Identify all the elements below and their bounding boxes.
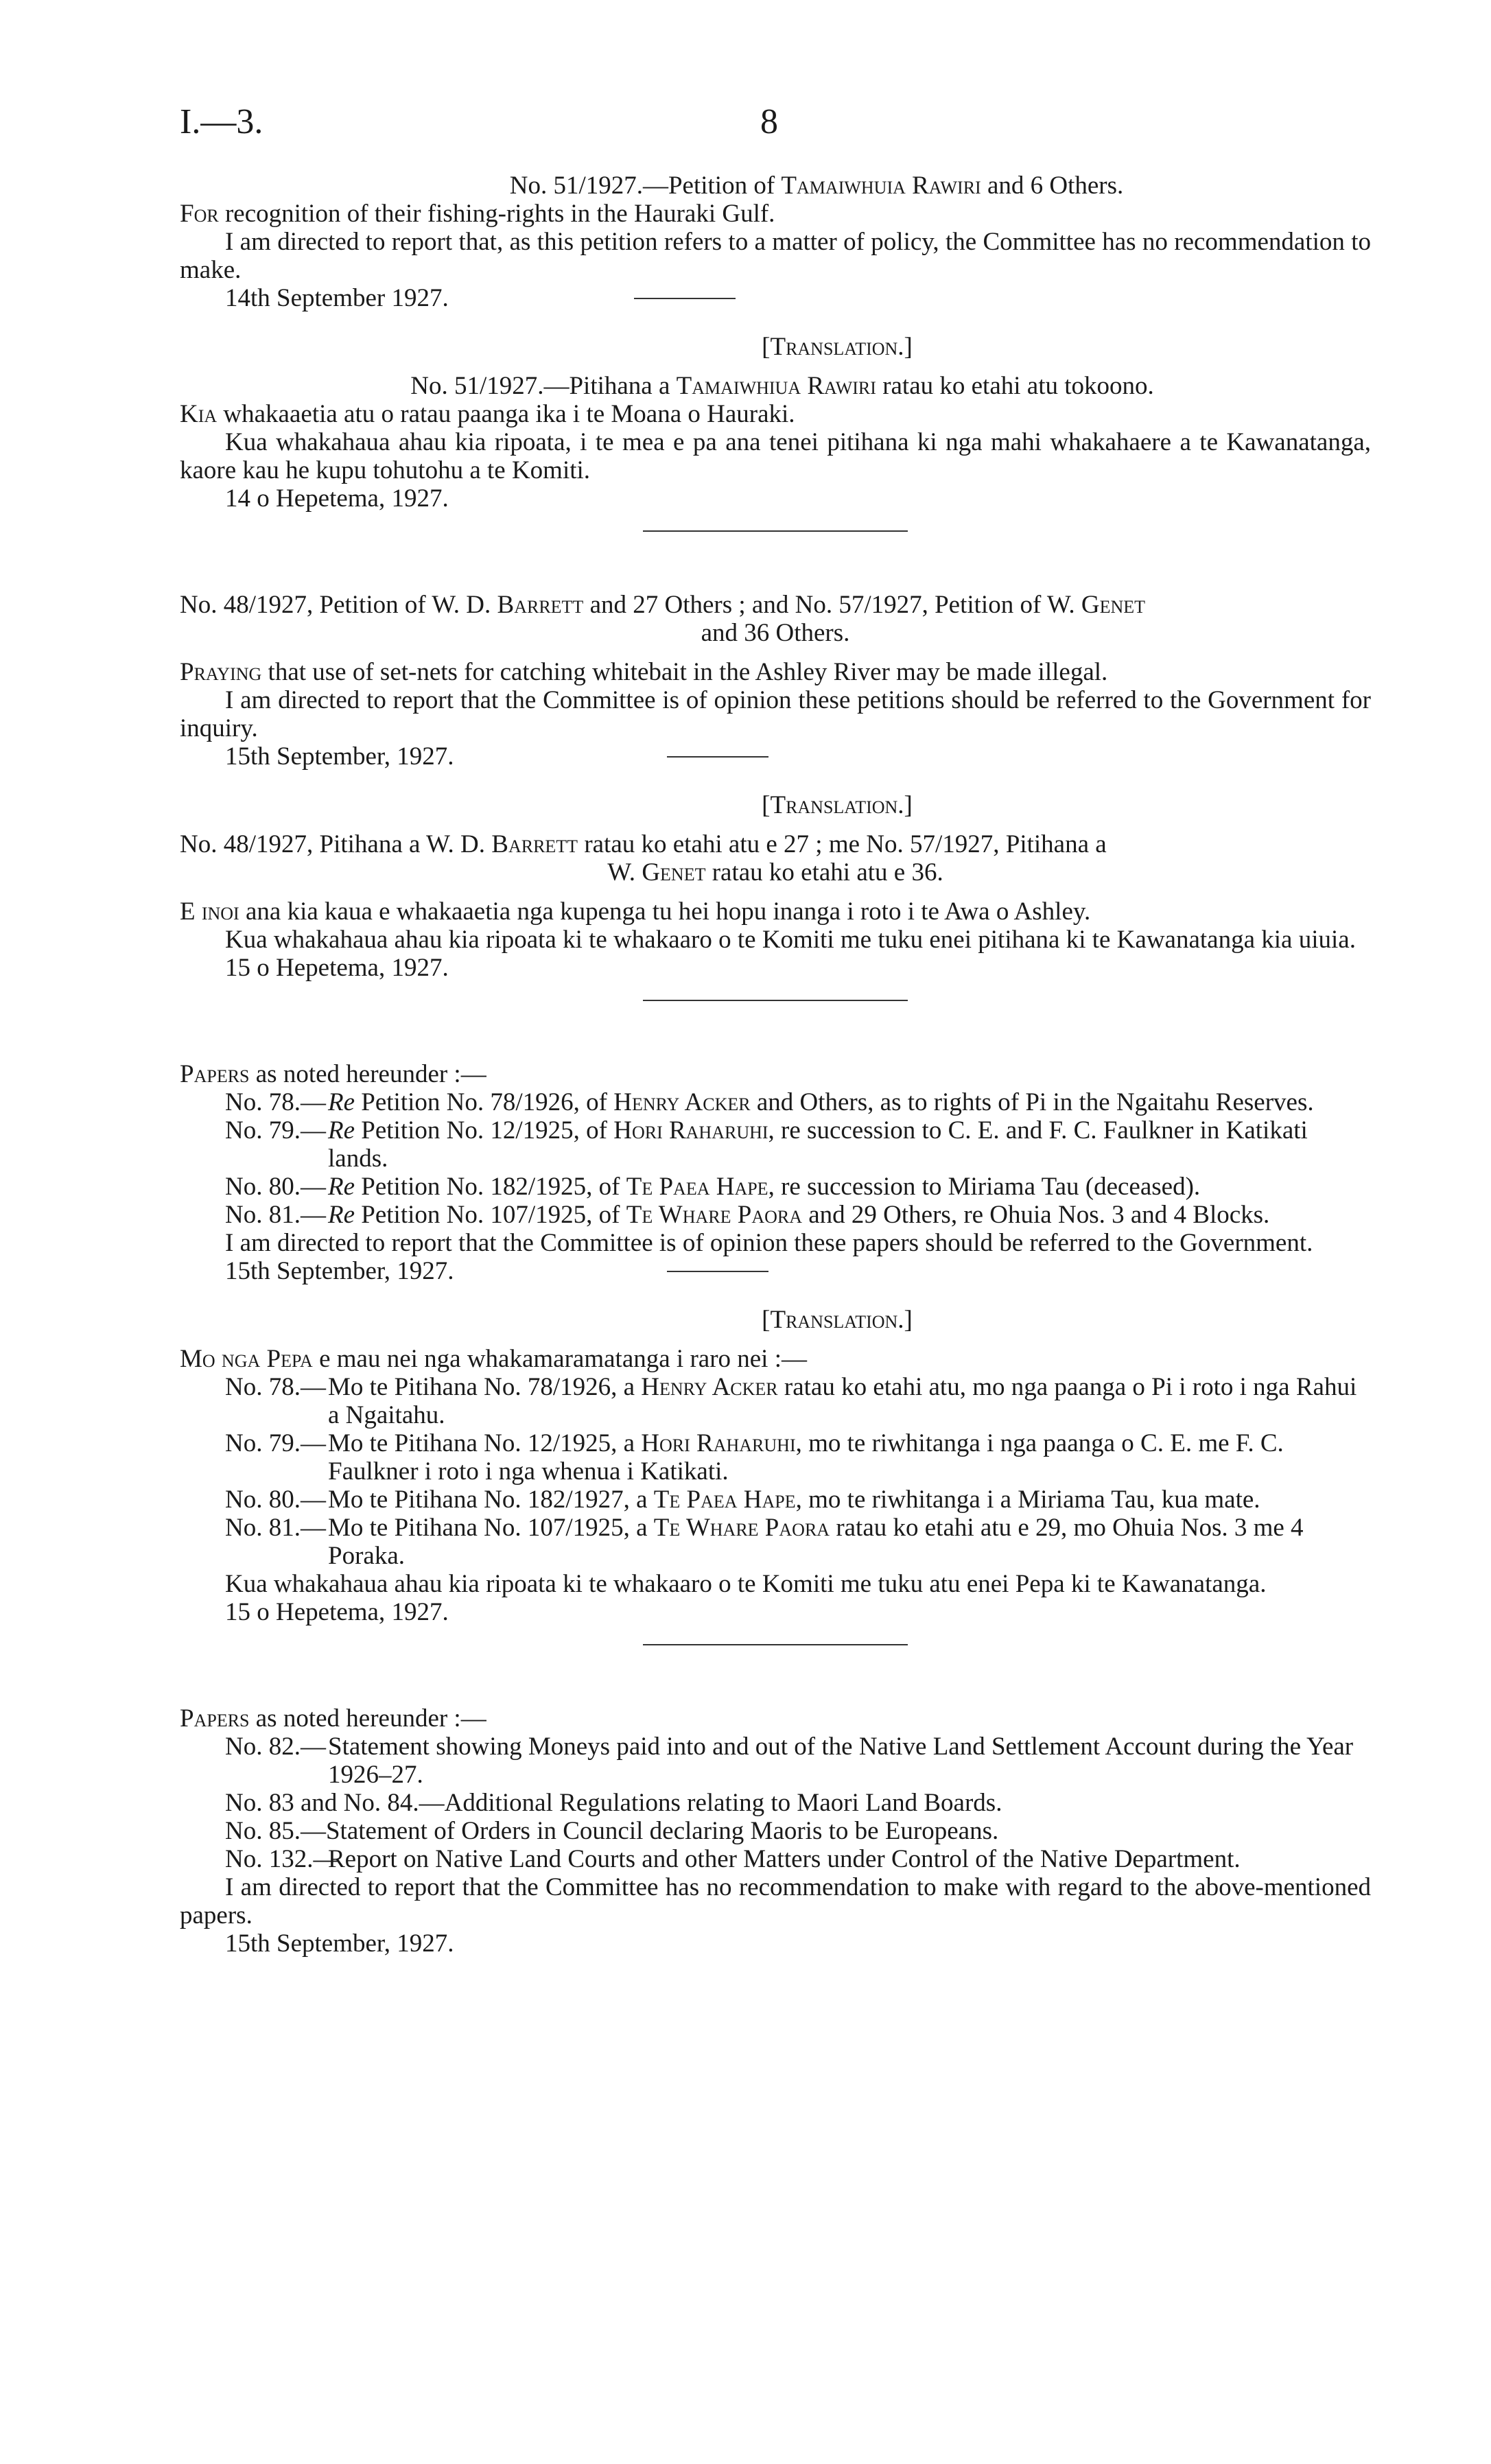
item-text: Mo te Pitihana No. 12/1925, a [328,1429,642,1457]
list-item [180,1373,1371,1429]
item-number: No. 85.— [225,1817,326,1845]
petition-title [180,591,1371,619]
list-item [180,1088,1371,1116]
translation-report: Kua whakahaua ahau kia ripoata, i te mea e pa ana tenei pitihana ki nga mahi whakahaere a te Kawanatanga, kaore kau he kupu tohutohu a te Komiti. [180,428,1371,484]
item-text: Petition No. 12/1925, of [355,1116,614,1145]
translation-intro [180,1345,1371,1373]
date-text: 15th September, 1927. [225,742,454,771]
item-text: Mo te Pitihana No. 107/1925, a [328,1514,654,1542]
person-name: Te Whare Paora [626,1201,802,1229]
item-number: No. 132.— [225,1845,339,1873]
translation-heading: [Translation.] [762,333,913,361]
translation-prayer [180,400,1371,428]
item-number: No. 81.— [225,1201,326,1229]
re-text: Re [328,1088,355,1116]
person-name: Hori Raharuhi [641,1429,796,1457]
re-text: Re [328,1116,355,1145]
petitioner-name: Genet [1081,591,1146,619]
translation-title-cont [180,858,1371,887]
item-number: No. 78.— [225,1088,326,1116]
item-number: No. 81.— [225,1514,326,1542]
translation-date: 15 o Hepetema, 1927. [225,954,449,982]
translation-title [180,372,1371,400]
page-body [180,172,1371,1958]
translation-prayer [180,897,1371,926]
list-item [180,1173,1371,1201]
intro-text: as noted hereunder :— [249,1060,486,1088]
intro-lead: Papers [180,1060,250,1088]
date-line [180,742,1371,771]
prayer-paragraph [180,200,1371,228]
prayer-text: ana kia kaua e whakaaetia nga kupenga tu hei hopu inanga i roto i te Awa o Ashley. [239,897,1091,926]
intro-text: as noted hereunder :— [249,1704,486,1733]
intro-text: e mau nei nga whakamaramatanga i raro nei :— [312,1345,807,1373]
item-text: Statement of Orders in Council declaring Maoris to be Europeans. [325,1817,999,1845]
item-number: No. 83 and No. 84.— [225,1789,445,1817]
list-item [180,1514,1371,1570]
item-text: , re succession to Miriama Tau (deceased). [768,1173,1201,1201]
papers-intro [180,1060,1371,1088]
short-divider [667,756,768,758]
prayer-lead: For [180,200,219,228]
title-part: ratau ko etahi atu e 36. [705,858,943,887]
item-text: ratau ko etahi atu, mo nga paanga o Pi i roto i nga Rahui a Ngaitahu. [328,1373,1357,1429]
date-text: 15th September, 1927. [225,1257,454,1285]
translation-report: Kua whakahaua ahau kia ripoata ki te whakaaro o te Komiti me tuku enei pitihana ki te Kawanatanga kia uiuia. [225,926,1356,954]
papers-list [180,1088,1371,1229]
prayer-text: that use of set-nets for catching whitebait in the Ashley River may be made illegal. [261,658,1108,686]
translation-heading: [Translation.] [762,791,913,819]
prayer-text: recognition of their fishing-rights in the Hauraki Gulf. [218,200,775,228]
item-text: Petition No. 78/1926, of [355,1088,614,1116]
list-item [180,1817,1371,1845]
item-text: Statement showing Moneys paid into and out of the Native Land Settlement Account during the Year 1926–27. [328,1733,1354,1789]
person-name: Te Paea Hape [626,1173,768,1201]
translation-heading: [Translation.] [762,1306,913,1334]
item-number: No. 80.— [225,1486,326,1514]
report-paragraph: I am directed to report that the Committee has no recommendation to make with regard to the above-mentioned papers. [180,1873,1371,1929]
petitioner-name: Genet [642,858,706,887]
title-rest: and 6 Others. [981,172,1124,200]
item-text: , mo te riwhitanga i a Miriama Tau, kua mate. [795,1486,1260,1514]
page-number: 8 [760,102,778,141]
papers-82-132-section [180,1704,1371,1958]
title-part: No. 48/1927, Pitihana a W. D. [180,830,492,858]
report-paragraph: I am directed to report that, as this petition refers to a matter of policy, the Committee has no recommendation to make. [180,228,1371,284]
short-divider [634,298,736,299]
person-name: Hori Raharuhi [613,1116,768,1145]
petition-title-cont: and 36 Others. [701,619,850,647]
item-text: Additional Regulations relating to Maori Land Boards. [444,1789,1002,1817]
person-name: Henry Acker [641,1373,778,1401]
list-item [180,1116,1371,1173]
document-reference: I.—3. [180,102,263,141]
title-number: No. 51/1927.—Pitihana a [410,372,677,400]
item-text: , re succession to C. E. and F. C. Faulkner in Katikati lands. [328,1116,1308,1173]
report-paragraph: I am directed to report that the Committee is of opinion these papers should be referred to the Government. [225,1229,1313,1257]
translation-date: 14 o Hepetema, 1927. [225,484,449,513]
title-number: No. 51/1927.—Petition of [509,172,782,200]
title-part: and 27 Others ; and No. 57/1927, Petition of W. [583,591,1081,619]
date-text: 14th September 1927. [225,284,449,312]
petition-title [180,172,1371,200]
item-text: , mo te riwhitanga i nga paanga o C. E. me F. C. Faulkner i roto i nga whenua i Katikati. [328,1429,1284,1486]
item-text: and Others, as to rights of Pi in the Ngaitahu Reserves. [750,1088,1314,1116]
petitioner-name: Barrett [491,830,578,858]
papers-78-81-section [180,1060,1371,1645]
petition-48-57-section [180,591,1371,1001]
prayer-lead: E inoi [180,897,239,926]
petition-51-section [180,172,1371,532]
papers-list [180,1733,1371,1873]
intro-lead: Mo nga Pepa [180,1345,313,1373]
list-item [180,1429,1371,1486]
item-text: Mo te Pitihana No. 78/1926, a [328,1373,642,1401]
person-name: Henry Acker [613,1088,751,1116]
list-item [180,1789,1371,1817]
item-text: Petition No. 107/1925, of [355,1201,626,1229]
date-line [180,284,1371,312]
person-name: Te Paea Hape [653,1486,796,1514]
short-divider [667,1271,768,1272]
item-text: ratau ko etahi atu e 29, mo Ohuia Nos. 3 me 4 Poraka. [328,1514,1304,1570]
translation-date: 15 o Hepetema, 1927. [225,1598,449,1626]
prayer-lead: Kia [180,400,218,428]
papers-intro [180,1704,1371,1733]
title-part: No. 48/1927, Petition of W. D. [180,591,497,619]
intro-lead: Papers [180,1704,250,1733]
item-text: Mo te Pitihana No. 182/1927, a [328,1486,654,1514]
re-text: Re [328,1173,355,1201]
prayer-paragraph [180,658,1371,686]
prayer-lead: Praying [180,658,262,686]
item-number: No. 79.— [225,1429,326,1457]
report-paragraph: I am directed to report that the Committee is of opinion these petitions should be referred to the Government for inquiry. [180,686,1371,742]
title-part: ratau ko etahi atu e 27 ; me No. 57/1927, Pitihana a [578,830,1107,858]
prayer-text: whakaaetia atu o ratau paanga ika i te Moana o Hauraki. [217,400,795,428]
item-number: No. 79.— [225,1116,326,1145]
title-rest: ratau ko etahi atu tokoono. [876,372,1154,400]
item-text: and 29 Others, re Ohuia Nos. 3 and 4 Blocks. [802,1201,1270,1229]
petitioner-name: Tamaiwhiua Rawiri [676,372,876,400]
translation-title [180,830,1371,858]
list-item [180,1201,1371,1229]
translation-papers-list [180,1373,1371,1570]
item-number: No. 80.— [225,1173,326,1201]
list-item [180,1845,1371,1873]
translation-report: Kua whakahaua ahau kia ripoata ki te whakaaro o te Komiti me tuku atu enei Pepa ki te Kawanatanga. [225,1570,1267,1598]
list-item [180,1733,1371,1789]
date-line [180,1257,1371,1285]
list-item [180,1486,1371,1514]
item-number: No. 82.— [225,1733,326,1761]
item-number: No. 78.— [225,1373,326,1401]
person-name: Te Whare Paora [653,1514,830,1542]
item-text: Petition No. 182/1925, of [355,1173,626,1201]
petitioner-name: Barrett [497,591,584,619]
date-line: 15th September, 1927. [225,1929,454,1958]
re-text: Re [328,1201,355,1229]
petitioner-name: Tamaiwhuia Rawiri [781,172,981,200]
item-text: Report on Native Land Courts and other Matters under Control of the Native Department. [328,1845,1241,1873]
title-part: W. [607,858,642,887]
